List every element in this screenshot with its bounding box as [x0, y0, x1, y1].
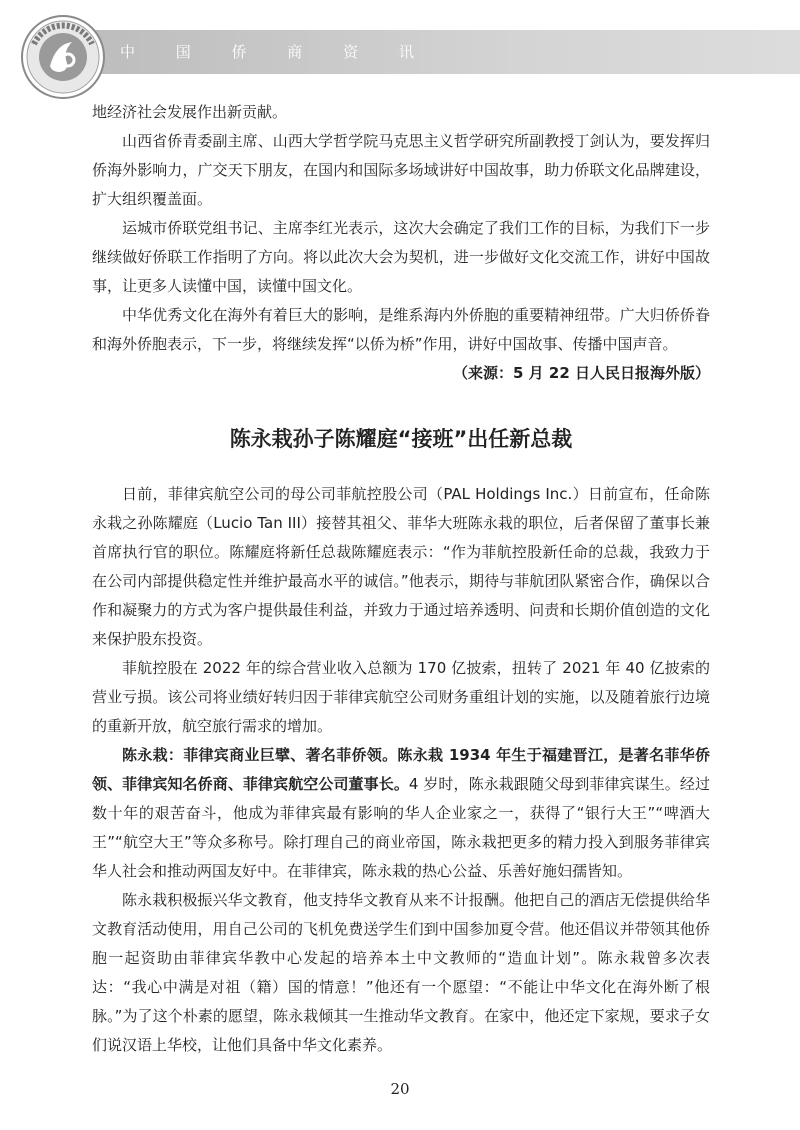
article-paragraph-3 — [92, 741, 710, 886]
article-paragraph-1: 日前，菲律宾航空公司的母公司菲航控股公司（PAL Holdings Inc.）日前宣布，任命陈永栽之孙陈耀庭（Lucio Tan III）接替其祖父、菲华大班陈永栽的职位，后者保留了董事长兼首席执行官的职位。陈耀庭将新任总裁陈耀庭表示：“作为菲航控股新任命的总裁，我致力于在公司内部提供稳定性并维护最高水平的诚信。”他表示，期待与菲航团队紧密合作，确保以合作和凝聚力的方式为客户提供最佳利益，并致力于通过培养透明、问责和长期价值创造的文化来保护股东投资。 — [92, 485, 710, 648]
page-content — [92, 98, 710, 1060]
page-number: 20 — [390, 1080, 410, 1098]
logo-icon — [20, 14, 106, 100]
prev-paragraph-3: 运城市侨联党组书记、主席李红光表示，这次大会确定了我们工作的目标，为我们下一步继续做好侨联工作指明了方向。将以此次大会为契机，进一步做好文化交流工作，讲好中国故事，让更多人读懂中国，读懂中国文化。 — [92, 219, 710, 295]
prev-paragraph-4: 中华优秀文化在海外有着巨大的影响，是维系海内外侨胞的重要精神纽带。广大归侨侨眷和海外侨胞表示，下一步，将继续发挥“以侨为桥”作用，讲好中国故事、传播中国声音。 — [92, 306, 710, 353]
article-title: 陈永栽孙子陈耀庭“接班”出任新总裁 — [229, 427, 573, 451]
header-title: 中 国 侨 商 资 讯 — [120, 43, 432, 61]
prev-paragraph-1: 地经济社会发展作出新贡献。 — [92, 103, 288, 121]
profile-lead: 陈永栽：菲律宾商业巨擘、著名菲侨领。陈永栽 1934 年生于福建晋江，是著名菲华侨领、菲律宾知名侨商、菲律宾航空公司董事长。 — [92, 746, 710, 793]
article-paragraph-4: 陈永栽积极振兴华文教育，他支持华文教育从来不计报酬。他把自己的酒店无偿提供给华文教育活动使用，用自己公司的飞机免费送学生们到中国参加夏令营。他还倡议并带领其他侨胞一起资助由菲律宾华教中心发起的培养本土中文教师的“造血计划”。陈永栽曾多次表达：“我心中满是对祖（籍）国的情意！”他还有一个愿望：“不能让中华文化在海外断了根脉。”为了这个朴素的愿望，陈永栽倾其一生推动华文教育。在家中，他还定下家规，要求子女们说汉语上华校，让他们具备中华文化素养。 — [92, 891, 710, 1054]
article-paragraph-2: 菲航控股在 2022 年的综合营业收入总额为 170 亿披索，扭转了 2021 年 40 亿披索的营业亏损。该公司将业绩好转归因于菲律宾航空公司财务重组计划的实施，以及随着旅行边境的重新开放，航空旅行需求的增加。 — [92, 659, 710, 735]
prev-paragraph-2: 山西省侨青委副主席、山西大学哲学院马克思主义哲学研究所副教授丁剑认为，要发挥归侨海外影响力，广交天下朋友，在国内和国际多场域讲好中国故事，助力侨联文化品牌建设，扩大组织覆盖面。 — [92, 132, 710, 208]
profile-text: 4 岁时，陈永栽跟随父母到菲律宾谋生。经过数十年的艰苦奋斗，他成为菲律宾最有影响的华人企业家之一，获得了“银行大王”“啤酒大王”“航空大王”等众多称号。除打理自己的商业帝国，陈永栽把更多的精力投入到服务菲律宾华人社会和推动两国友好中。在菲律宾，陈永栽的热心公益、乐善好施妇孺皆知。 — [92, 775, 710, 880]
source-credit: （来源：5 月 22 日人民日报海外版） — [453, 364, 710, 382]
